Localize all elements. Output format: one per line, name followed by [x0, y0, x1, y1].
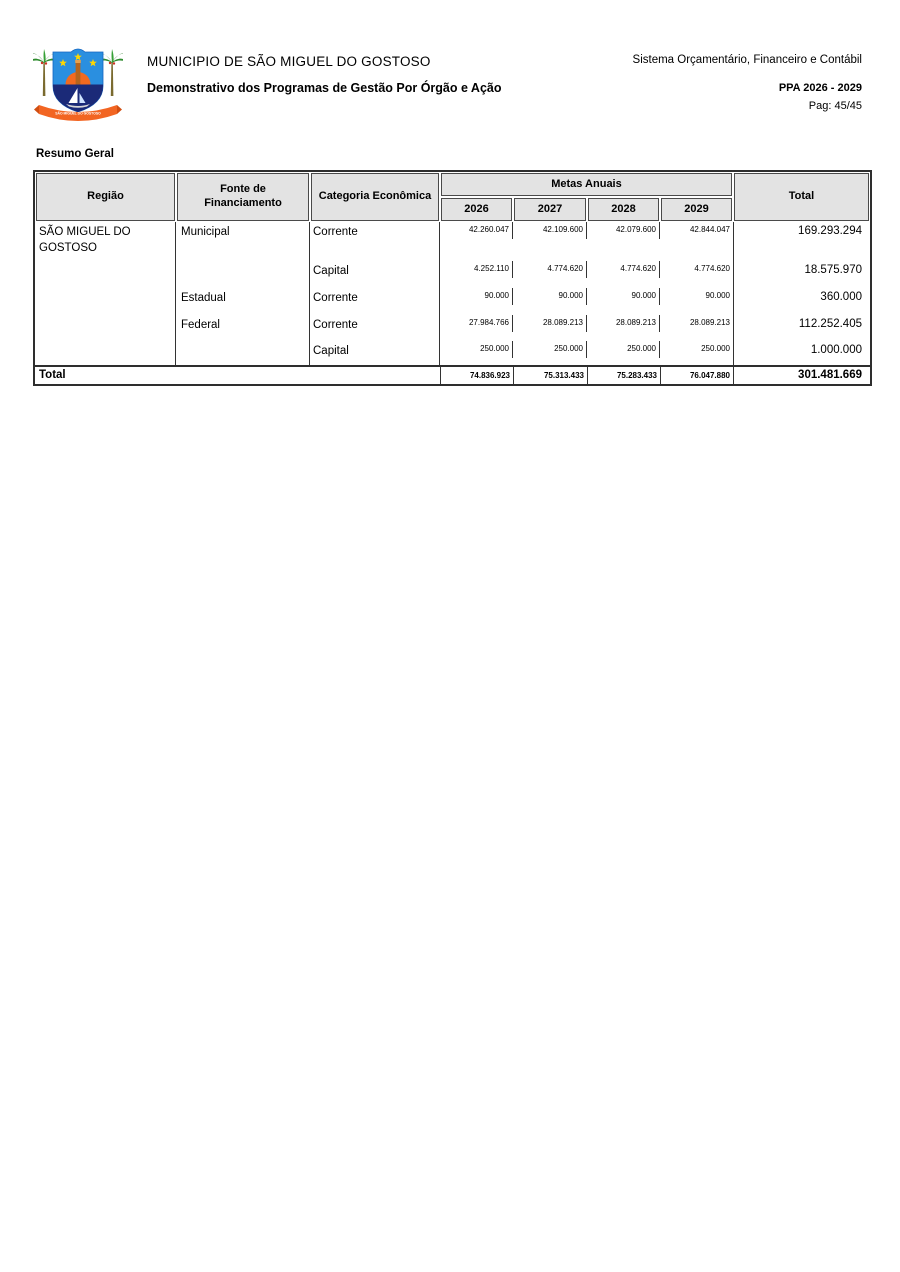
table-body: [35, 222, 870, 365]
row-total-cell: 112.252.405: [733, 315, 870, 341]
categoria-cell: Capital: [310, 341, 440, 365]
total-2029-value: 76.047.880: [660, 367, 733, 384]
ribbon-end-left: [34, 105, 39, 114]
value-cell-2027: 28.089.213: [513, 315, 587, 341]
ribbon-end-right: [117, 105, 122, 114]
col-header-2026: 2026: [441, 198, 512, 221]
table-total-row: [35, 365, 870, 384]
value-cell-2028: 90.000: [587, 288, 660, 315]
sea-shape: [53, 85, 103, 113]
fonte-cell: [176, 261, 310, 288]
value-cell-2028: 42.079.600: [587, 222, 660, 261]
table-header: [35, 172, 870, 222]
col-header-regiao: Região: [36, 173, 175, 221]
value-cell-2026: 42.260.047: [440, 222, 513, 261]
ribbon-text: SÃO MIGUEL DO GOSTOSO: [55, 111, 101, 116]
total-2028-value: 75.283.433: [587, 367, 660, 384]
municipality-crest-logo: [33, 42, 123, 127]
value-cell-2026: 90.000: [440, 288, 513, 315]
categoria-cell: Corrente: [310, 222, 440, 261]
value-cell-2029: 90.000: [705, 291, 730, 300]
total-2027-value: 75.313.433: [513, 367, 587, 384]
municipality-name: MUNICIPIO DE SÃO MIGUEL DO GOSTOSO: [147, 54, 431, 69]
row-total-cell: 1.000.000: [733, 341, 870, 365]
col-header-2028: 2028: [588, 198, 659, 221]
value-cell-2027: 42.109.600: [513, 222, 587, 261]
value-cell-2026: 27.984.766: [440, 315, 513, 341]
value-cell-2029: 42.844.047: [689, 225, 730, 234]
page-indicator: Pag: 45/45: [808, 100, 862, 112]
row-total-cell: 18.575.970: [733, 261, 870, 288]
value-cell-2027: 4.774.620: [513, 261, 587, 288]
row-total-cell: 360.000: [733, 288, 870, 315]
system-name: Sistema Orçamentário, Financeiro e Contábil: [632, 54, 862, 66]
ppa-period: PPA 2026 - 2029: [778, 82, 862, 94]
col-header-metas-anuais: Metas Anuais: [441, 173, 732, 196]
row-total-cell: 169.293.294: [733, 222, 870, 261]
col-header-total: Total: [734, 173, 869, 221]
categoria-cell: Corrente: [310, 288, 440, 315]
value-cell-2027: 90.000: [513, 288, 587, 315]
fonte-cell: [176, 341, 310, 365]
region-cell: SÃO MIGUEL DO GOSTOSO: [35, 222, 176, 365]
value-cell-2028: 28.089.213: [587, 315, 660, 341]
fonte-cell: Estadual: [176, 288, 310, 315]
col-header-2029: 2029: [661, 198, 732, 221]
value-cell-2026: 250.000: [440, 341, 513, 365]
value-cell-2028: 250.000: [587, 341, 660, 365]
total-row-label: Total: [39, 369, 66, 381]
value-cell-2029: 250.000: [701, 344, 730, 353]
categoria-cell: Corrente: [310, 315, 440, 341]
lighthouse-cap: [75, 60, 81, 63]
resumo-geral-table: [33, 170, 872, 386]
categoria-cell: Capital: [310, 261, 440, 288]
value-cell-2028: 4.774.620: [587, 261, 660, 288]
col-header-2027: 2027: [514, 198, 586, 221]
section-title: Resumo Geral: [36, 148, 114, 160]
fonte-cell: Municipal: [176, 222, 310, 261]
report-title: Demonstrativo dos Programas de Gestão Por Órgão e Ação: [147, 81, 502, 95]
value-cell-2026: 4.252.110: [440, 261, 513, 288]
col-header-fonte: Fonte de Financiamento: [177, 173, 309, 221]
col-header-categoria: Categoria Econômica: [311, 173, 439, 221]
value-cell-2027: 250.000: [513, 341, 587, 365]
lighthouse-icon: [76, 63, 81, 85]
grand-total-value: 301.481.669: [733, 367, 870, 384]
total-2026-value: 74.836.923: [440, 367, 513, 384]
value-cell-2029: 28.089.213: [689, 318, 730, 327]
fonte-cell: Federal: [176, 315, 310, 341]
value-cell-2029: 4.774.620: [694, 264, 730, 273]
